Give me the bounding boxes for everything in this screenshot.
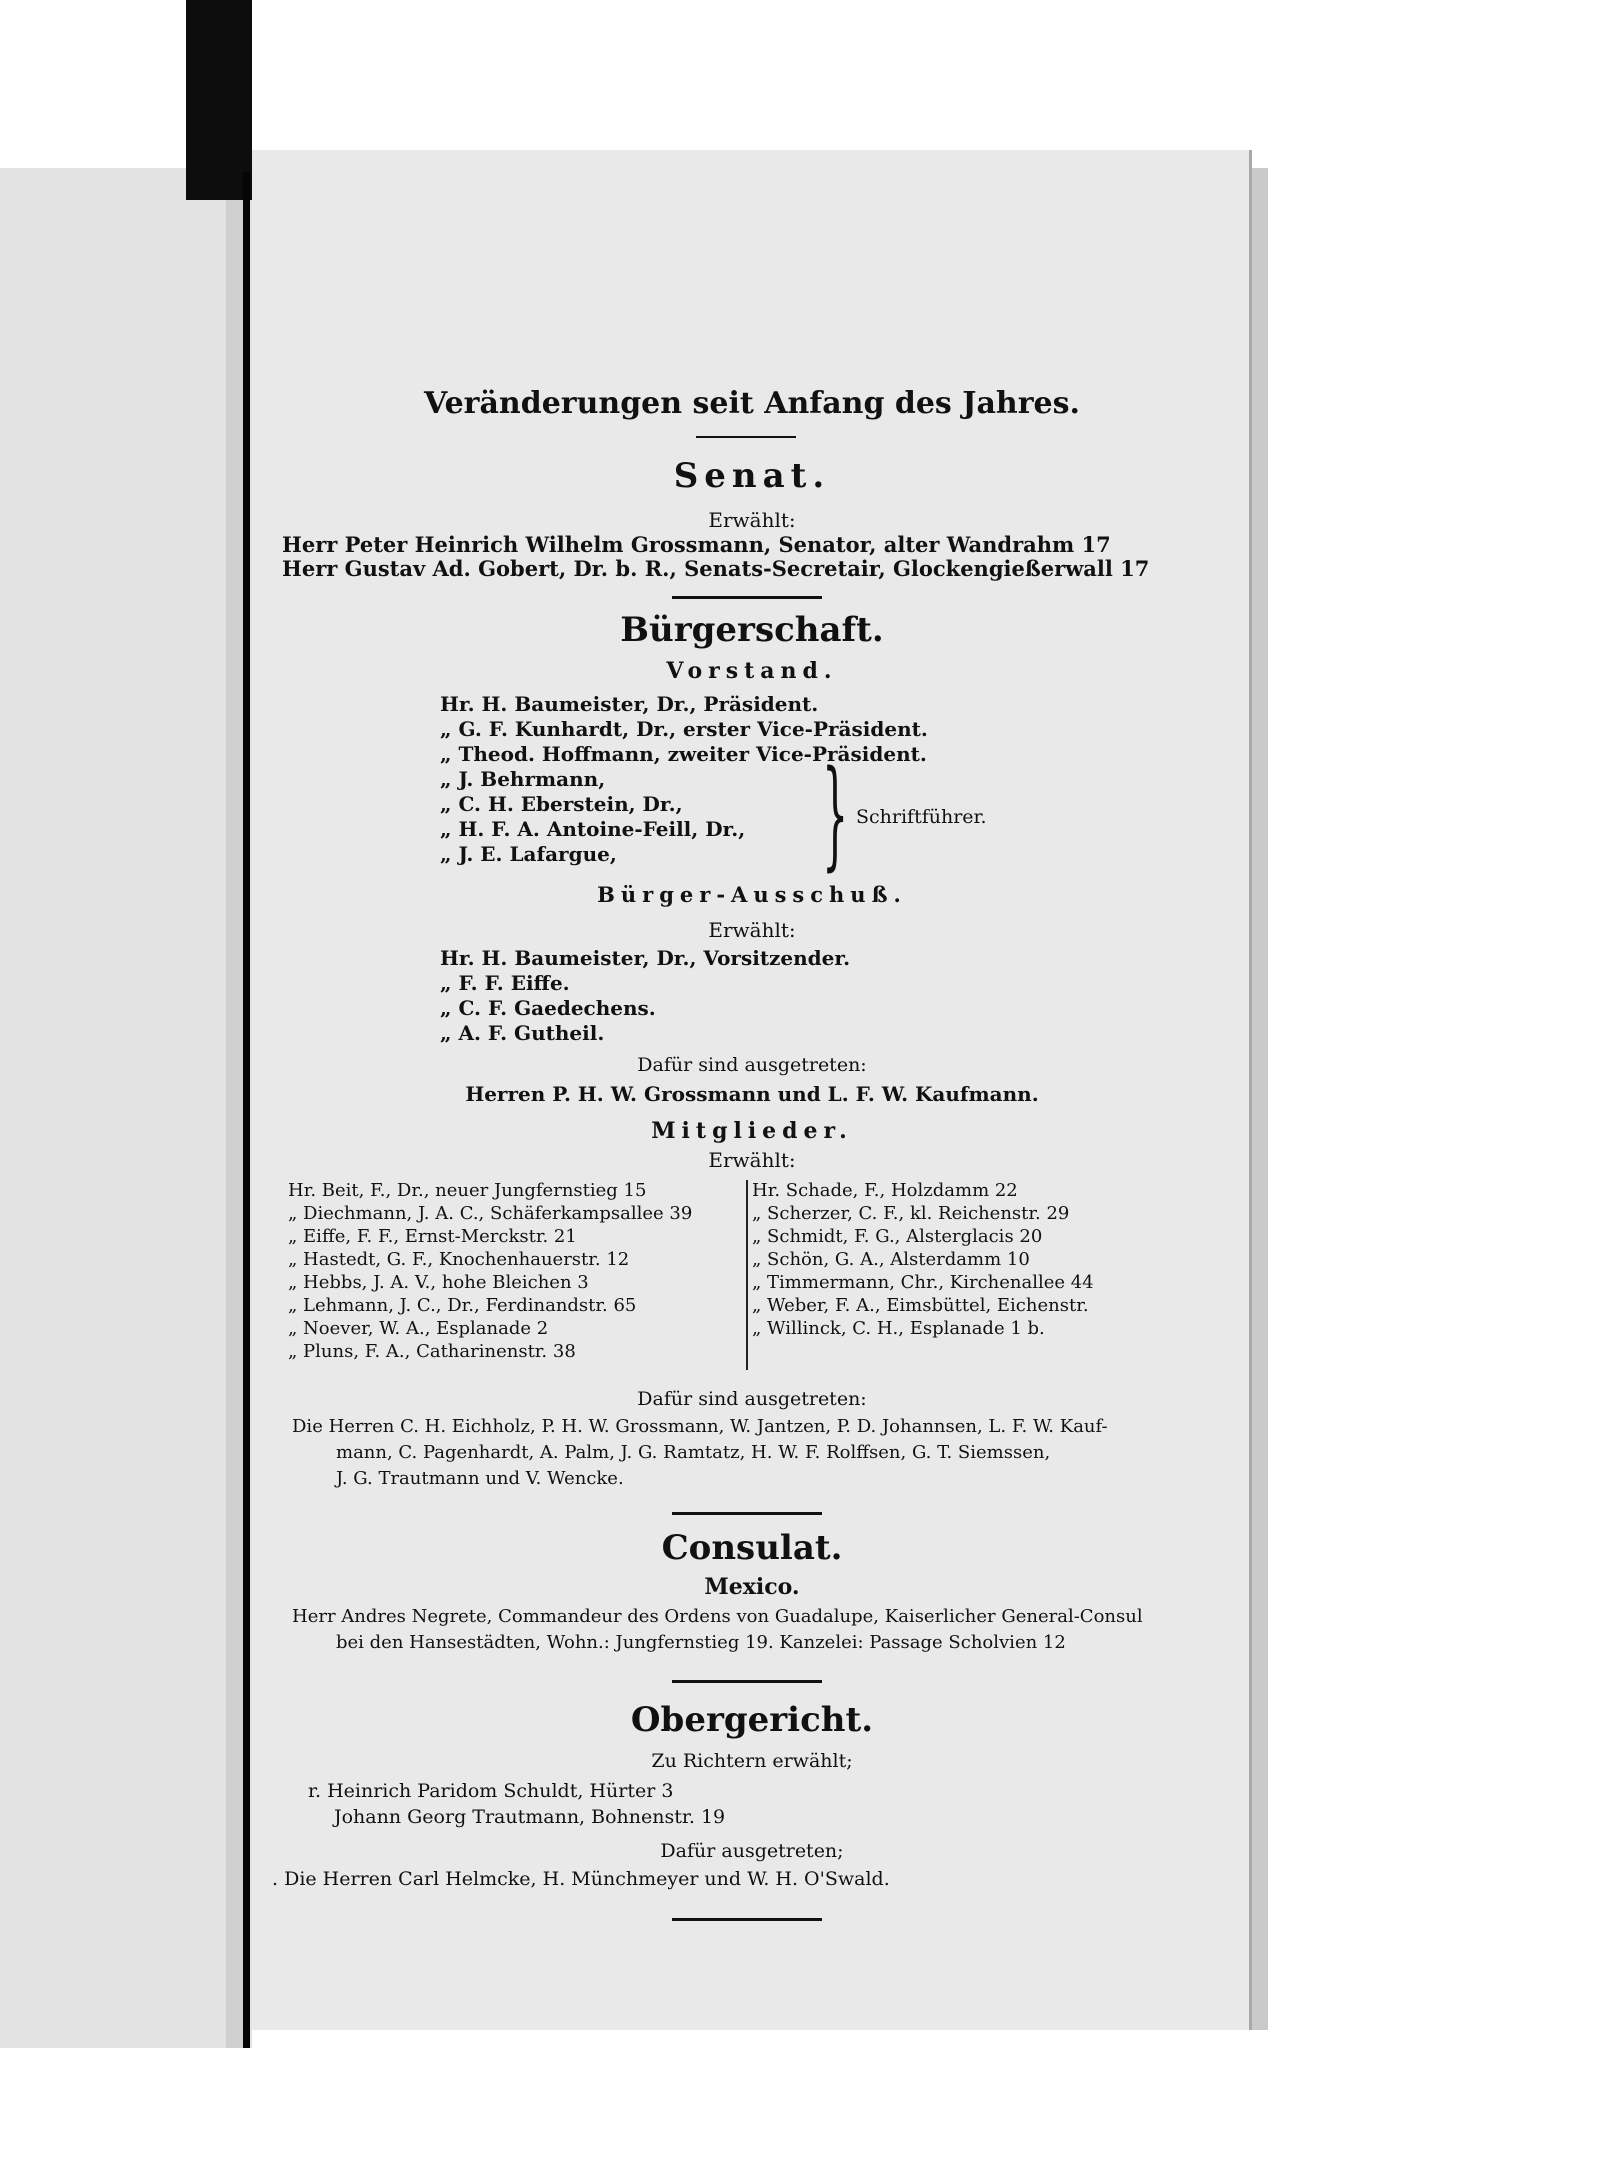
buergerschaft-heading: Bürgerschaft. (620, 610, 884, 650)
mitglied-entry: „ Schmidt, F. G., Alsterglacis 20 (752, 1226, 1043, 1247)
mitglieder-ausgetreten-line: mann, C. Pagenhardt, A. Palm, J. G. Ramtatz, H. W. F. Rolffsen, G. T. Siemssen, (336, 1442, 1051, 1463)
book-gutter (243, 172, 250, 2048)
ausschuss-ausgetreten: Herren P. H. W. Grossmann und L. F. W. Kaufmann. (465, 1082, 1039, 1106)
section-rule (672, 596, 822, 599)
ausschuss-member: „ F. F. Eiffe. (440, 971, 570, 995)
mitglied-entry: Hr. Beit, F., Dr., neuer Jungfernstieg 15 (288, 1180, 647, 1201)
consulat-heading: Consulat. (661, 1528, 843, 1568)
mitglied-entry: „ Hebbs, J. A. V., hohe Bleichen 3 (288, 1272, 589, 1293)
ausschuss-member: „ C. F. Gaedechens. (440, 996, 656, 1020)
obergericht-line: r. Heinrich Paridom Schuldt, Hürter 3 (308, 1780, 674, 1802)
mitglieder-ausgetreten-line: J. G. Trautmann und V. Wencke. (336, 1468, 624, 1489)
mitglied-entry: „ Willinck, C. H., Esplanade 1 b. (752, 1318, 1045, 1339)
title-rule (696, 436, 796, 438)
vorstand-member: „ H. F. A. Antoine-Feill, Dr., (440, 817, 746, 841)
senat-line: Herr Gustav Ad. Gobert, Dr. b. R., Senats-Secretair, Glockengießerwall 17 (282, 556, 1150, 581)
obergericht-subheading: Zu Richtern erwählt; (651, 1750, 853, 1772)
mitglied-entry: „ Diechmann, J. A. C., Schäferkampsallee 39 (288, 1203, 693, 1224)
book-spine (186, 0, 252, 200)
ausschuss-subheading: Erwählt: (708, 918, 796, 942)
mitglied-entry: „ Weber, F. A., Eimsbüttel, Eichenstr. (752, 1295, 1089, 1316)
obergericht-ausgetreten-label: Dafür ausgetreten; (660, 1840, 844, 1862)
mitglied-entry: „ Noever, W. A., Esplanade 2 (288, 1318, 549, 1339)
ausschuss-heading: Bürger-Ausschuß. (597, 882, 907, 907)
ausschuss-ausgetreten-label: Dafür sind ausgetreten: (637, 1054, 867, 1076)
obergericht-ausgetreten: . Die Herren Carl Helmcke, H. Münchmeyer und W. H. O'Swald. (272, 1868, 890, 1890)
mitglied-entry: Hr. Schade, F., Holzdamm 22 (752, 1180, 1018, 1201)
mitglied-entry: „ Scherzer, C. F., kl. Reichenstr. 29 (752, 1203, 1070, 1224)
obergericht-line: Johann Georg Trautmann, Bohnenstr. 19 (334, 1806, 726, 1828)
consulat-line: bei den Hansestädten, Wohn.: Jungfernstieg 19. Kanzelei: Passage Scholvien 12 (336, 1632, 1066, 1653)
vorstand-member: „ G. F. Kunhardt, Dr., erster Vice-Präsident. (440, 717, 928, 741)
mitglieder-subheading: Erwählt: (708, 1148, 796, 1172)
page-shadow (1252, 168, 1268, 2030)
mitglied-entry: „ Eiffe, F. F., Ernst-Merckstr. 21 (288, 1226, 577, 1247)
page-title: Veränderungen seit Anfang des Jahres. (424, 386, 1080, 421)
mitglied-entry: „ Schön, G. A., Alsterdamm 10 (752, 1249, 1030, 1270)
mitglied-entry: „ Hastedt, G. F., Knochenhauerstr. 12 (288, 1249, 630, 1270)
senat-subheading: Erwählt: (708, 508, 796, 532)
consulat-line: Herr Andres Negrete, Commandeur des Ordens von Guadalupe, Kaiserlicher General-Consul (292, 1606, 1143, 1627)
schriftfuehrer-label: Schriftführer. (856, 806, 987, 828)
document-page (252, 150, 1252, 2030)
consulat-subheading: Mexico. (704, 1574, 800, 1600)
schriftfuehrer-brace: } (822, 744, 849, 882)
vorstand-member: Hr. H. Baumeister, Dr., Präsident. (440, 692, 819, 716)
vorstand-member: „ J. Behrmann, (440, 767, 606, 791)
vorstand-member: „ Theod. Hoffmann, zweiter Vice-Präsident. (440, 742, 927, 766)
left-page (0, 168, 252, 2048)
ausschuss-member: Hr. H. Baumeister, Dr., Vorsitzender. (440, 946, 851, 970)
mitglieder-heading: Mitglieder. (651, 1118, 853, 1144)
mitglieder-ausgetreten-line: Die Herren C. H. Eichholz, P. H. W. Grossmann, W. Jantzen, P. D. Johannsen, L. F. W. Kauf- (292, 1416, 1108, 1437)
obergericht-heading: Obergericht. (630, 1700, 874, 1740)
section-rule (672, 1680, 822, 1683)
mitglied-entry: „ Lehmann, J. C., Dr., Ferdinandstr. 65 (288, 1295, 637, 1316)
senat-line: Herr Peter Heinrich Wilhelm Grossmann, Senator, alter Wandrahm 17 (282, 532, 1111, 557)
section-rule (672, 1512, 822, 1515)
section-rule (672, 1918, 822, 1921)
vorstand-member: „ J. E. Lafargue, (440, 842, 617, 866)
mitglieder-ausgetreten-label: Dafür sind ausgetreten: (637, 1388, 867, 1410)
vorstand-member: „ C. H. Eberstein, Dr., (440, 792, 683, 816)
mitglied-entry: „ Timmermann, Chr., Kirchenallee 44 (752, 1272, 1094, 1293)
mitglied-entry: „ Pluns, F. A., Catharinenstr. 38 (288, 1341, 576, 1362)
ausschuss-member: „ A. F. Gutheil. (440, 1021, 605, 1045)
vorstand-heading: Vorstand. (666, 658, 838, 684)
senat-heading: Senat. (673, 456, 831, 496)
column-divider (746, 1180, 748, 1370)
